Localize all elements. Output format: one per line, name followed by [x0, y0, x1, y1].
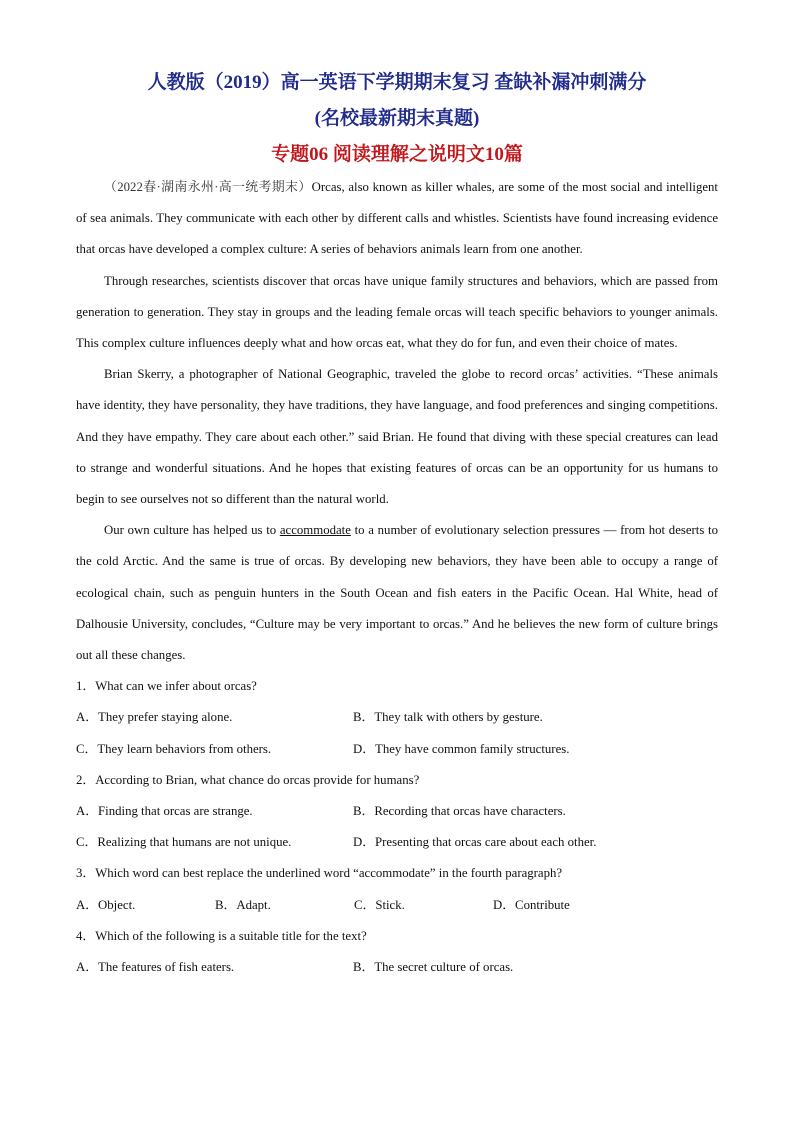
question-2-stem: 2．According to Brian, what chance do orcas provide for humans? — [76, 772, 420, 787]
passage-paragraph-3: Brian Skerry, a photographer of National Geographic, traveled the globe to record orcas’ activities. “These animals have identity, they have personality, they have traditions, they have language, and food preferences and singing competitions. And they have empathy. They care about each other.” said Brian. He found that diving with these special creatures can lead to strange and wonderful situations. And he hopes that existing features of orcas can be an opportunity for us humans to begin to see ourselves not so different than the natural world. — [76, 367, 718, 507]
question-list — [76, 671, 718, 983]
passage-paragraph-1 — [76, 172, 718, 266]
question-1-option-d[interactable]: D．They have common family structures. — [353, 741, 570, 756]
question-2-options-row-1 — [76, 796, 718, 827]
section-title: 专题06 阅读理解之说明文10篇 — [271, 144, 523, 165]
question-2-option-d[interactable]: D．Presenting that orcas care about each other. — [353, 835, 597, 850]
paragraph-1-text: Orcas, also known as killer whales, are some of the most social and intelligent of sea animals. They communicate with each other by different calls and whistles. Scientists have found increasing evidence that orcas have developed a complex culture: A series of behaviors animals learn from one another. — [76, 180, 718, 257]
underlined-word: accommodate — [279, 523, 351, 538]
reading-passage — [76, 172, 718, 671]
paragraph-4-start: Our own culture has helped us to — [104, 523, 280, 538]
question-1-options-row-1 — [76, 702, 718, 733]
question-2-option-b[interactable]: B．Recording that orcas have characters. — [353, 804, 566, 819]
passage-paragraph-4 — [76, 515, 718, 671]
question-4-option-b[interactable]: B．The secret culture of orcas. — [353, 960, 514, 975]
passage-paragraph-2: Through researches, scientists discover that orcas have unique family structures and behaviors, which are passed from generation to generation. They stay in groups and the leading female orcas will teach specific behaviors to younger animals. This complex culture influences deeply what and how orcas eat, what they do for fun, and even their choice of mates. — [76, 273, 718, 351]
document-subtitle: (名校最新期末真题) — [314, 108, 480, 129]
paragraph-4-end: to a number of evolutionary selection pressures — from hot deserts to the cold Arctic. And the same is true of orcas. By developing new behaviors, they have been able to occupy a range of ecological chain, such as penguin hunters in the South Ocean and fish eaters in the Pacific Ocean. Hal White, head of Dalhousie University, concludes, “Culture may be very important to orcas.” And he believes the new form of culture brings out all these changes. — [76, 523, 718, 663]
question-3-option-c[interactable]: C．Stick. — [354, 897, 405, 912]
question-2-options-row-2 — [76, 827, 718, 858]
question-4-option-a[interactable]: A．The features of fish eaters. — [76, 960, 235, 975]
passage-source: （2022春·湖南永州·高一统考期末） — [104, 180, 312, 194]
question-1-option-c[interactable]: C．They learn behaviors from others. — [76, 741, 272, 756]
question-3-stem: 3．Which word can best replace the underlined word “accommodate” in the fourth paragraph? — [76, 866, 563, 881]
question-1-options-row-2 — [76, 734, 718, 765]
question-4-options-row-1 — [76, 952, 718, 983]
question-3-options-row — [76, 890, 718, 921]
question-1-stem: 1．What can we infer about orcas? — [76, 679, 257, 694]
question-3-option-b[interactable]: B．Adapt. — [215, 897, 271, 912]
question-1-option-a[interactable]: A．They prefer staying alone. — [76, 710, 233, 725]
question-1-option-b[interactable]: B．They talk with others by gesture. — [353, 710, 543, 725]
question-2-option-a[interactable]: A．Finding that orcas are strange. — [76, 804, 253, 819]
question-2-option-c[interactable]: C．Realizing that humans are not unique. — [76, 835, 292, 850]
question-4-stem: 4．Which of the following is a suitable title for the text? — [76, 928, 367, 943]
document-title: 人教版（2019）高一英语下学期期末复习 查缺补漏冲刺满分 — [147, 72, 647, 93]
question-3-option-d[interactable]: D．Contribute — [493, 897, 570, 912]
question-3-option-a[interactable]: A．Object. — [76, 897, 136, 912]
